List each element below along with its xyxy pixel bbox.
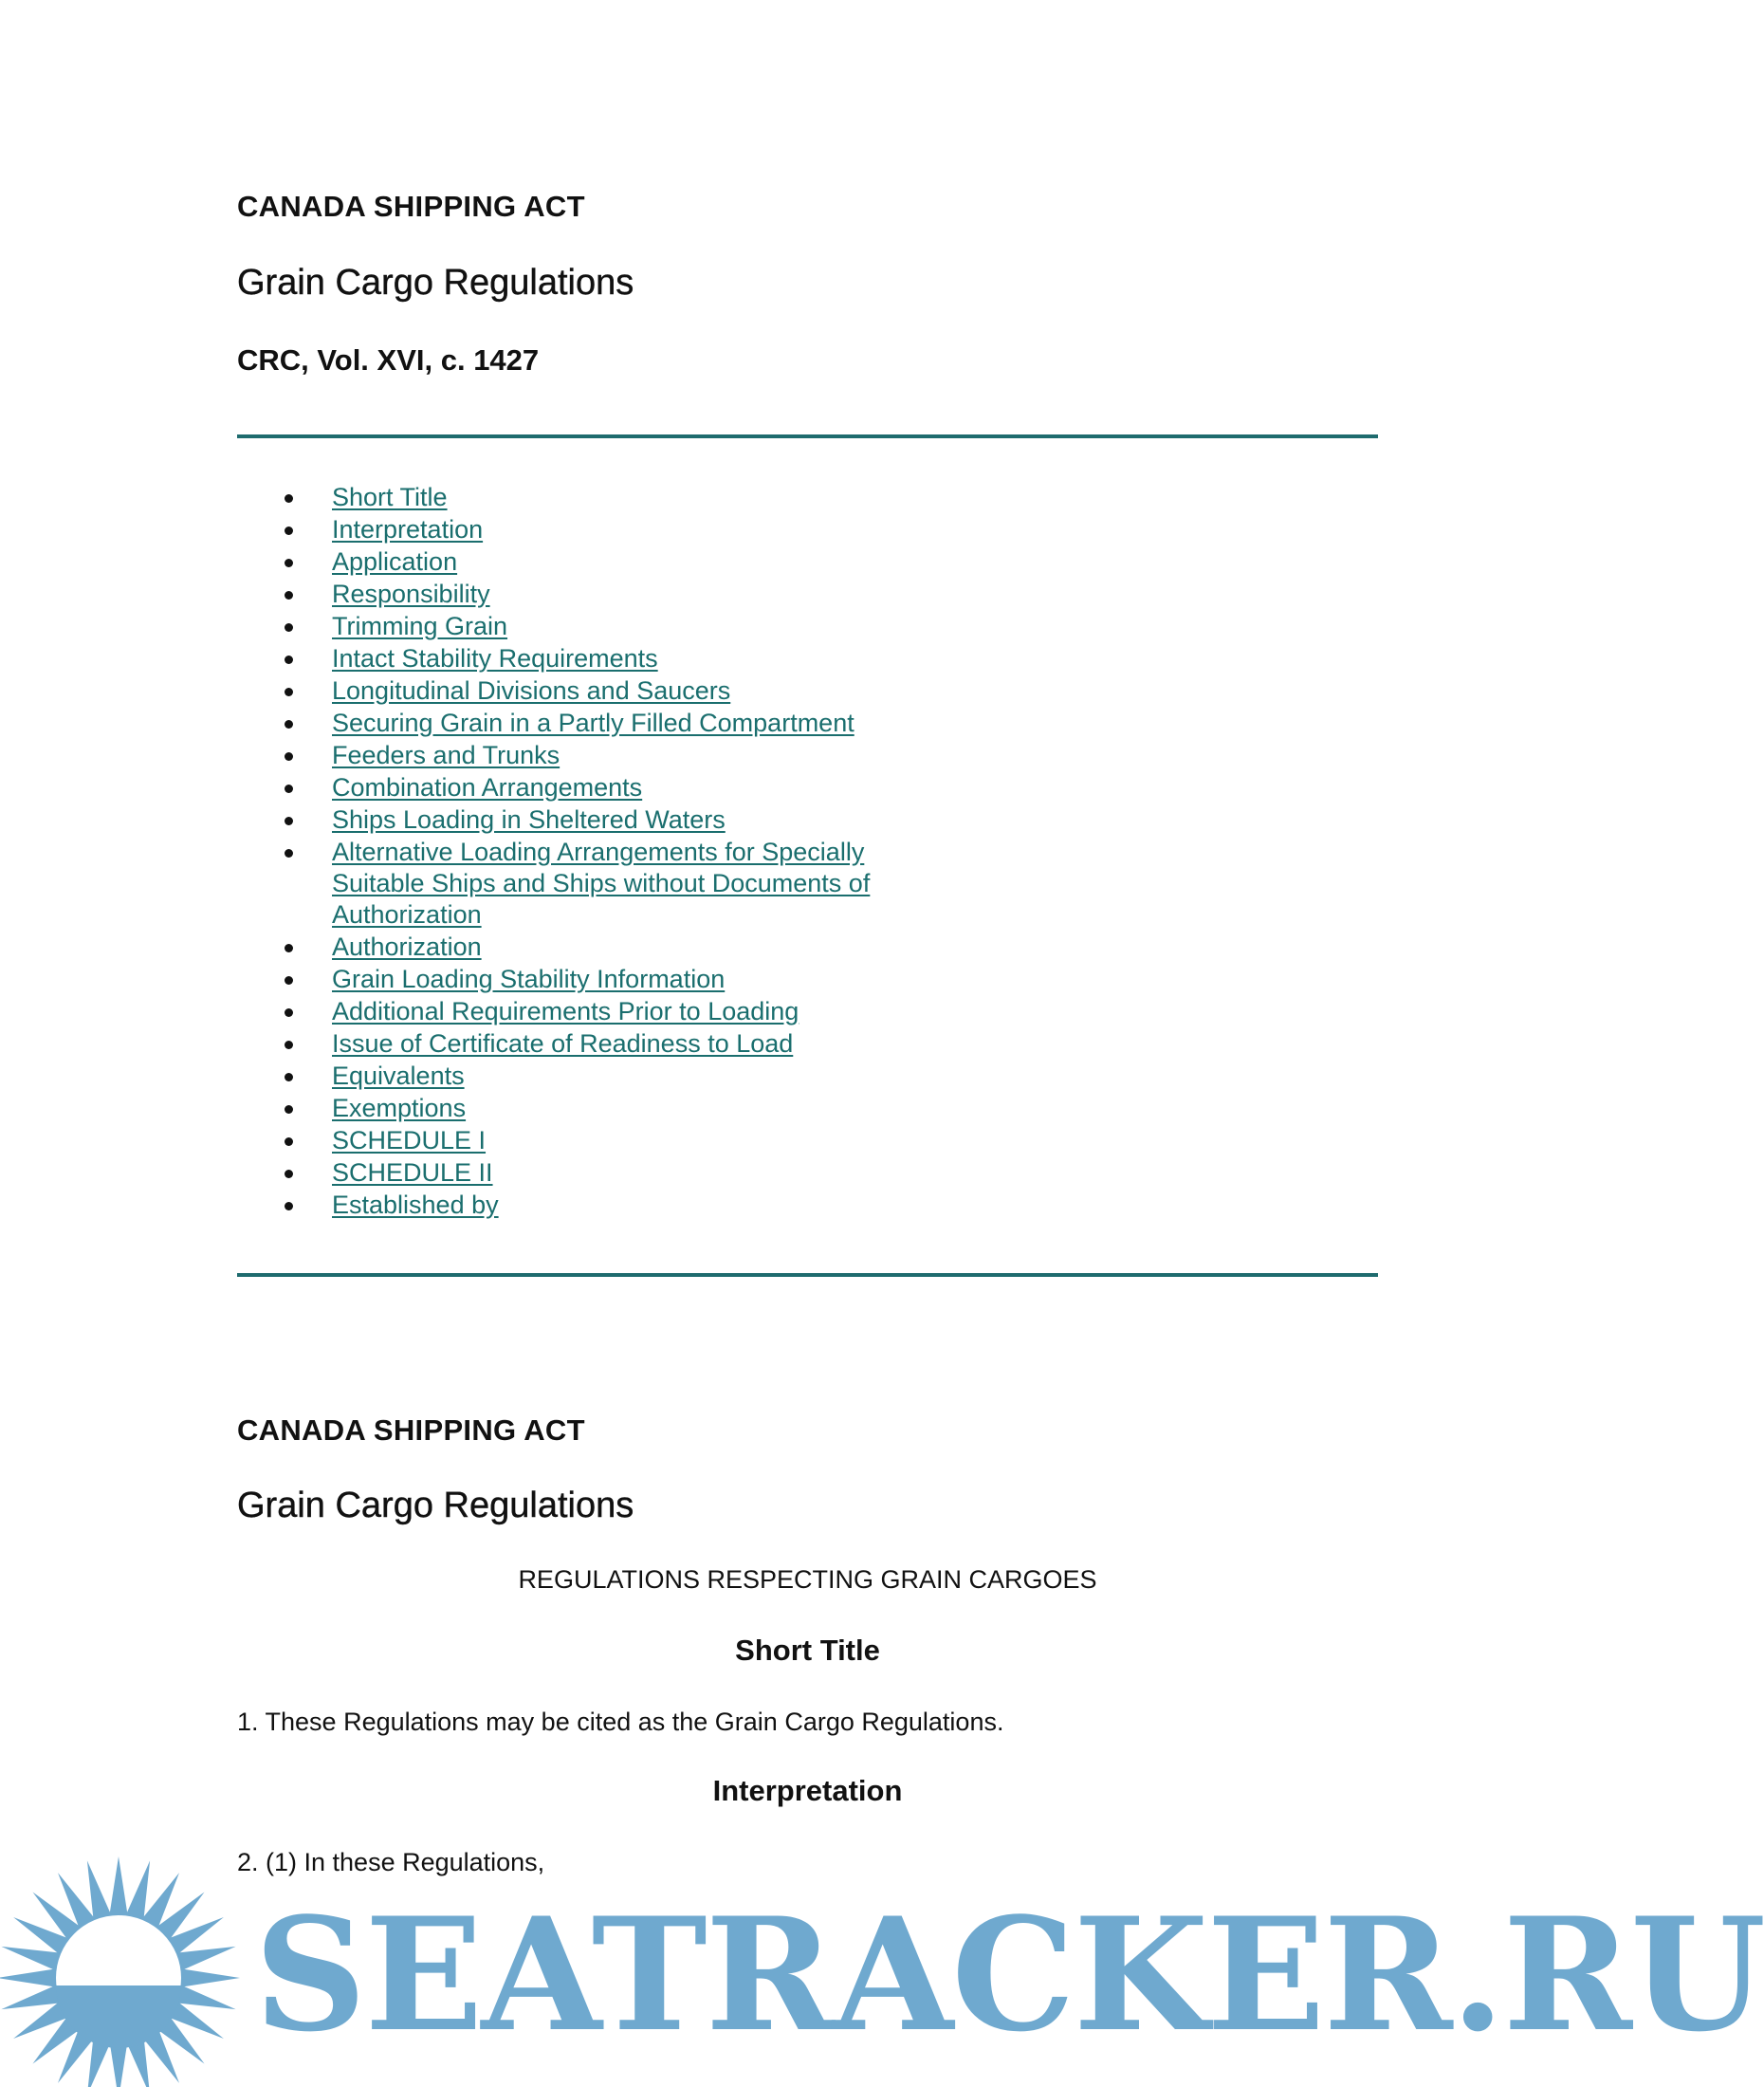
citation: CRC, Vol. XVI, c. 1427 [237, 343, 540, 377]
regulation-title: Grain Cargo Regulations [237, 263, 634, 303]
toc-link-longitudinal-divisions[interactable]: Longitudinal Divisions and Saucers [332, 676, 731, 705]
short-title-heading: Short Title [735, 1634, 880, 1667]
sun-horizon [56, 1985, 181, 2048]
toc-link-additional-requirements[interactable]: Additional Requirements Prior to Loading [332, 997, 799, 1025]
toc-link-authorization[interactable]: Authorization [332, 933, 482, 961]
toc-link-intact-stability[interactable]: Intact Stability Requirements [332, 644, 658, 673]
toc-link-sheltered-waters[interactable]: Ships Loading in Sheltered Waters [332, 805, 726, 834]
toc-item [237, 546, 1091, 578]
toc-link-feeders-trunks[interactable]: Feeders and Trunks [332, 741, 560, 769]
toc-link-alternative-loading[interactable]: Alternative Loading Arrangements for Specially Suitable Ships and Ships without Documents of Authorization [332, 838, 871, 929]
toc-item [237, 1157, 1091, 1189]
toc-item [237, 804, 1091, 836]
toc-link-equivalents[interactable]: Equivalents [332, 1062, 465, 1090]
toc-link-certificate-readiness[interactable]: Issue of Certificate of Readiness to Load [332, 1029, 794, 1058]
toc-item [237, 837, 1091, 931]
toc-link-schedule-i[interactable]: SCHEDULE I [332, 1126, 487, 1154]
toc-link-responsibility[interactable]: Responsibility [332, 580, 490, 608]
toc-item [237, 1190, 1091, 1221]
toc-link-established-by[interactable]: Established by [332, 1191, 499, 1219]
toc-item [237, 1093, 1091, 1124]
toc-link-trimming-grain[interactable]: Trimming Grain [332, 612, 508, 640]
toc-link-short-title[interactable]: Short Title [332, 483, 448, 511]
watermark-text: SEATRACKER.RU [254, 1883, 1764, 2066]
paragraph-2: 2. (1) In these Regulations, [237, 1848, 545, 1876]
toc-item [237, 932, 1091, 963]
toc-item [237, 740, 1091, 771]
toc-item [237, 1125, 1091, 1156]
toc-link-combination-arrangements[interactable]: Combination Arrangements [332, 773, 643, 802]
paragraph-1: 1. These Regulations may be cited as the Grain Cargo Regulations. [237, 1708, 1004, 1736]
toc-item [237, 675, 1091, 707]
top-divider [237, 434, 1378, 438]
toc-link-securing-grain[interactable]: Securing Grain in a Partly Filled Compartment [332, 709, 854, 737]
toc-item [237, 1028, 1091, 1060]
toc-item [237, 1061, 1091, 1092]
toc-item [237, 482, 1091, 513]
toc-item [237, 996, 1091, 1027]
toc-link-exemptions[interactable]: Exemptions [332, 1094, 467, 1122]
toc-item [237, 643, 1091, 674]
toc-item [237, 964, 1091, 995]
toc-link-schedule-ii[interactable]: SCHEDULE II [332, 1158, 493, 1187]
toc-item [237, 708, 1091, 739]
toc-link-application[interactable]: Application [332, 547, 458, 576]
toc-link-interpretation[interactable]: Interpretation [332, 515, 484, 544]
toc-item [237, 772, 1091, 803]
toc-item [237, 611, 1091, 642]
regulations-subtitle: REGULATIONS RESPECTING GRAIN CARGOES [518, 1565, 1097, 1594]
bottom-divider [237, 1273, 1378, 1277]
act-title: CANADA SHIPPING ACT [237, 190, 585, 223]
toc-link-stability-information[interactable]: Grain Loading Stability Information [332, 965, 726, 993]
body-act-title: CANADA SHIPPING ACT [237, 1413, 585, 1447]
toc-item [237, 514, 1091, 545]
body-regulation-title: Grain Cargo Regulations [237, 1486, 634, 1525]
toc-item [237, 579, 1091, 610]
table-of-contents [237, 482, 1091, 1222]
interpretation-heading: Interpretation [712, 1774, 903, 1807]
